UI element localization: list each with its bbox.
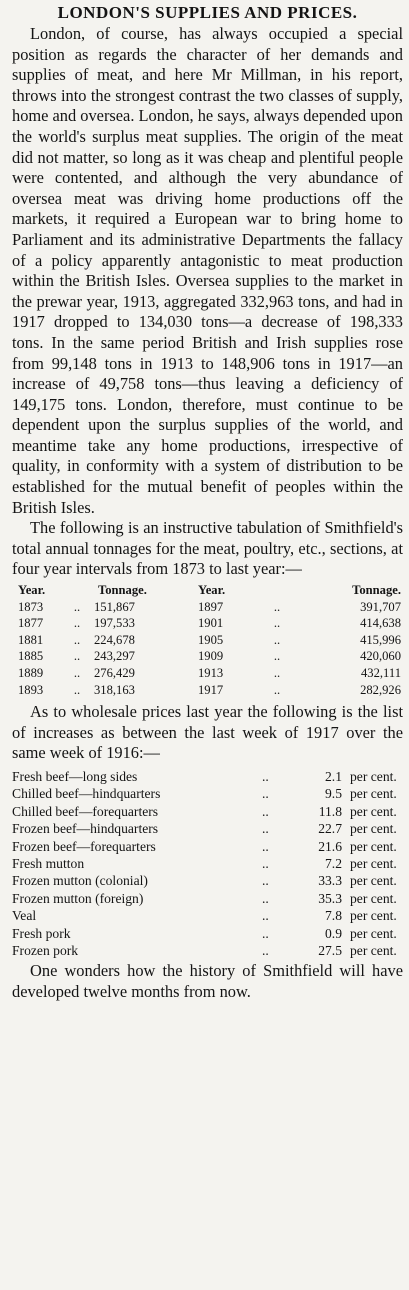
tonnage-cell: 276,429: [94, 666, 135, 680]
year-cell: 1897: [198, 599, 224, 614]
article-paragraph-tabulation-intro: The following is an instructive tabulation of Smithfield's total annual tonnages for the meat, poultry, etc., sections, at four year intervals from 1873 to last year:—: [12, 518, 403, 579]
year-cell: 1881: [18, 632, 44, 647]
price-item-value: 35.3: [318, 890, 342, 906]
leader-dots: ..: [262, 873, 269, 889]
list-item: [12, 890, 403, 907]
tonnage-cell: 197,533: [94, 616, 135, 631]
price-item-unit: per cent.: [350, 821, 397, 837]
leader-dots: ..: [73, 599, 81, 614]
price-item-name: Frozen mutton (foreign): [12, 890, 144, 906]
price-item-value: 22.7: [318, 821, 342, 837]
leader-dots: ..: [262, 943, 269, 959]
price-item-name: Frozen beef—forequarters: [12, 838, 156, 854]
leader-dots: ..: [273, 649, 281, 664]
price-item-value: 7.2: [325, 856, 342, 871]
price-increase-list: [12, 768, 403, 959]
price-item-unit: per cent.: [350, 768, 397, 784]
price-item-name: Chilled beef—forequarters: [12, 803, 159, 819]
year-cell: 1905: [198, 632, 224, 647]
year-cell: 1893: [18, 682, 44, 697]
price-item-value: 9.5: [325, 786, 342, 802]
leader-dots: ..: [73, 649, 81, 664]
price-item-unit: per cent.: [350, 908, 397, 924]
leader-dots: ..: [273, 682, 281, 697]
year-cell: 1885: [18, 649, 44, 664]
price-item-name: Chilled beef—hindquarters: [12, 786, 161, 802]
list-item: [12, 838, 403, 855]
header-year-right: Year.: [198, 583, 226, 598]
article-paragraph-prices-intro: As to wholesale prices last year the following is the list of increases as between the last week of 1917 over the same week of 1916:—: [12, 702, 403, 763]
year-cell: 1901: [198, 616, 224, 631]
price-item-name: Fresh pork: [12, 925, 71, 941]
table-row: [12, 599, 403, 616]
list-item: [12, 768, 403, 785]
table-row: [12, 632, 403, 649]
table-row: [12, 615, 403, 632]
list-item: [12, 785, 403, 802]
leader-dots: ..: [262, 856, 269, 871]
leader-dots: ..: [262, 890, 269, 906]
leader-dots: ..: [262, 925, 269, 941]
list-item: [12, 942, 403, 959]
leader-dots: ..: [262, 821, 269, 837]
leader-dots: ..: [262, 768, 269, 784]
price-item-name: Fresh beef—long sides: [12, 768, 138, 784]
year-cell: 1877: [18, 616, 44, 631]
leader-dots: ..: [273, 666, 281, 680]
tonnage-cell: 151,867: [94, 599, 135, 614]
year-cell: 1889: [18, 666, 44, 680]
price-item-value: 21.6: [318, 838, 342, 854]
article-paragraph-intro: London, of course, has always occupied a special position as regards the character of her demands and supplies of meat, and here Mr Millman, in his report, throws into the strongest contrast the two classes of supply, home and oversea. London, he says, always depended upon the world's surplus meat supplies. The origin of the meat did not matter, so long as it was cheap and plentiful people were contented, and although the very abundance of oversea meat was driving home productions off the markets, it required a European war to bring home to Parliament and its administrative Departments the fallacy of a policy apparently antagonistic to meat production within the British Isles. Oversea supplies to the market in the prewar year, 1913, aggregated 332,963 tons, and had in 1917 dropped to 134,030 tons—a decrease of 198,333 tons. In the same period British and Irish supplies rose from 99,148 tons in 1913 to 148,906 tons in 1917—an increase of 49,758 tons—thus leaving a deficiency of 149,175 tons. London, therefore, must continue to be dependent upon the surplus supplies of the world, and meantime take any home productions, irrespective of quality, in conformity with a system of distribution to be established for the mutual benefit of peoples within the British Isles.: [12, 24, 403, 517]
list-item: [12, 925, 403, 942]
leader-dots: ..: [262, 908, 269, 924]
price-item-unit: per cent.: [350, 803, 397, 819]
tonnage-cell: 420,060: [360, 649, 401, 664]
price-item-name: Frozen mutton (colonial): [12, 873, 148, 889]
list-item: [12, 872, 403, 889]
price-item-name: Veal: [12, 908, 37, 924]
header-tonnage-right: Tonnage.: [352, 583, 401, 598]
header-tonnage-left: Tonnage.: [98, 583, 147, 598]
leader-dots: ..: [262, 786, 269, 802]
price-item-value: 2.1: [325, 768, 342, 784]
price-item-unit: per cent.: [350, 873, 397, 889]
leader-dots: ..: [262, 803, 269, 819]
list-item: [12, 907, 403, 924]
tonnage-table-header: [12, 582, 403, 599]
price-item-name: Frozen pork: [12, 943, 79, 959]
leader-dots: ..: [273, 632, 281, 647]
article-paragraph-closing: One wonders how the history of Smithfield will have developed twelve months from now.: [12, 961, 403, 1002]
leader-dots: ..: [73, 666, 81, 680]
list-item: [12, 803, 403, 820]
leader-dots: ..: [73, 632, 81, 647]
price-item-name: Frozen beef—hindquarters: [12, 821, 159, 837]
table-row: [12, 682, 403, 699]
leader-dots: ..: [73, 616, 81, 631]
leader-dots: ..: [262, 838, 269, 854]
price-item-value: 33.3: [318, 873, 342, 889]
tonnage-cell: 243,297: [94, 649, 135, 664]
tonnage-cell: 318,163: [94, 682, 135, 697]
year-cell: 1873: [18, 599, 44, 614]
table-row: [12, 648, 403, 665]
year-cell: 1909: [198, 649, 224, 664]
table-row: [12, 665, 403, 682]
tonnage-cell: 415,996: [360, 632, 401, 647]
price-item-value: 11.8: [318, 803, 342, 819]
price-item-value: 7.8: [325, 908, 342, 924]
tonnage-cell: 414,638: [360, 616, 401, 631]
price-item-name: Fresh mutton: [12, 856, 85, 871]
tonnage-table: [12, 582, 403, 698]
year-cell: 1917: [198, 682, 224, 697]
tonnage-cell: 224,678: [94, 632, 135, 647]
price-item-unit: per cent.: [350, 838, 397, 854]
price-item-unit: per cent.: [350, 925, 397, 941]
price-item-unit: per cent.: [350, 856, 397, 871]
leader-dots: ..: [73, 682, 81, 697]
year-cell: 1913: [198, 666, 224, 680]
leader-dots: ..: [273, 616, 281, 631]
price-item-unit: per cent.: [350, 943, 397, 959]
list-item: [12, 820, 403, 837]
price-item-unit: per cent.: [350, 786, 397, 802]
leader-dots: ..: [273, 599, 281, 614]
header-year-left: Year.: [18, 583, 46, 598]
price-item-value: 27.5: [318, 943, 342, 959]
price-item-value: 0.9: [325, 925, 342, 941]
price-item-unit: per cent.: [350, 890, 397, 906]
tonnage-cell: 282,926: [360, 682, 401, 697]
list-item: [12, 855, 403, 872]
tonnage-cell: 432,111: [361, 666, 401, 680]
tonnage-cell: 391,707: [360, 599, 401, 614]
article-headline: LONDON'S SUPPLIES AND PRICES.: [57, 3, 358, 22]
